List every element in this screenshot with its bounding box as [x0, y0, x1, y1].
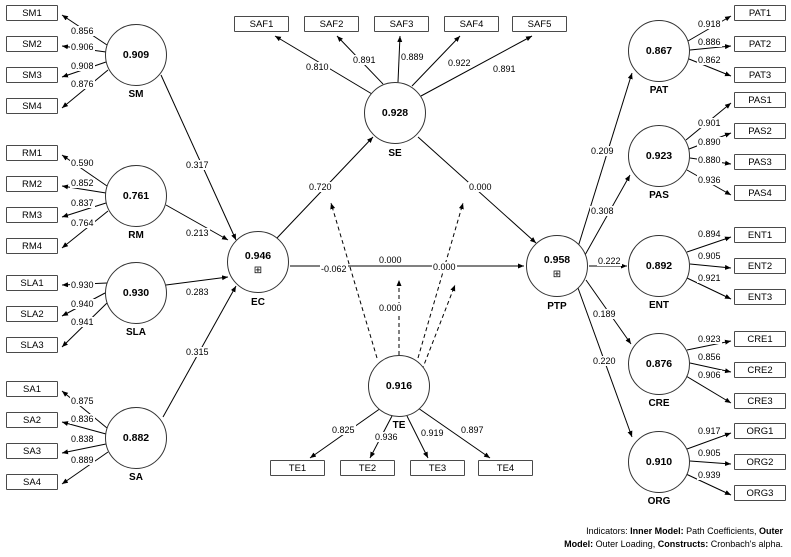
construct-sm-label: SM [128, 89, 144, 100]
path-coefficient-label: 0.222 [598, 256, 621, 266]
path-coefficient-label: 0.315 [186, 347, 209, 357]
construct-pas-label: PAS [649, 190, 669, 201]
loading-label: 0.939 [698, 470, 721, 480]
loading-label: 0.906 [698, 370, 721, 380]
path-coefficient-label: 0.209 [591, 146, 614, 156]
construct-cre [628, 333, 690, 395]
indicator-rm1: RM1 [6, 145, 58, 161]
indicator-te1: TE1 [270, 460, 325, 476]
loading-label: 0.919 [421, 428, 444, 438]
loading-label: 0.890 [698, 137, 721, 147]
indicator-ent2: ENT2 [734, 258, 786, 274]
legend-note [503, 525, 783, 551]
loading-label: 0.941 [71, 317, 94, 327]
loading-label: 0.921 [698, 273, 721, 283]
construct-pas-value: 0.923 [645, 150, 673, 162]
construct-te [368, 355, 430, 417]
indicator-sla3: SLA3 [6, 337, 58, 353]
construct-org [628, 431, 690, 493]
indicator-pas4: PAS4 [734, 185, 786, 201]
legend-line1-prefix: Indicators: [586, 526, 631, 536]
indicator-sla2: SLA2 [6, 306, 58, 322]
indicator-te3: TE3 [410, 460, 465, 476]
construct-sa-label: SA [129, 472, 143, 483]
indicator-sa3: SA3 [6, 443, 58, 459]
legend-line2-text2: Cronbach's alpha. [710, 539, 783, 549]
construct-org-value: 0.910 [645, 456, 673, 468]
loading-label: 0.856 [698, 352, 721, 362]
loading-label: 0.906 [71, 42, 94, 52]
indicator-ent1: ENT1 [734, 227, 786, 243]
construct-org-label: ORG [647, 496, 671, 507]
construct-se [364, 82, 426, 144]
indicator-saf4: SAF4 [444, 16, 499, 32]
legend-line2-bold2: Constructs: [657, 539, 711, 549]
indicator-sa2: SA2 [6, 412, 58, 428]
path-coefficient-label: -0.062 [321, 264, 347, 274]
construct-ec-label: EC [251, 297, 265, 308]
indicator-te4: TE4 [478, 460, 533, 476]
path-coefficient-label: 0.000 [433, 262, 456, 272]
construct-rm-label: RM [128, 230, 144, 241]
construct-sa [105, 407, 167, 469]
indicator-sa4: SA4 [6, 474, 58, 490]
construct-te-label: TE [392, 420, 406, 431]
path-coefficient-label: 0.213 [186, 228, 209, 238]
indicator-org3: ORG3 [734, 485, 786, 501]
loading-label: 0.852 [71, 178, 94, 188]
construct-sla-label: SLA [126, 327, 146, 338]
loading-label: 0.923 [698, 334, 721, 344]
construct-ptp [526, 235, 588, 297]
construct-rm-value: 0.761 [122, 190, 150, 202]
loading-label: 0.889 [401, 52, 424, 62]
construct-ent-label: ENT [649, 300, 669, 311]
indicator-sm2: SM2 [6, 36, 58, 52]
construct-cre-value: 0.876 [645, 358, 673, 370]
indicator-pat2: PAT2 [734, 36, 786, 52]
loading-label: 0.886 [698, 37, 721, 47]
construct-cre-label: CRE [648, 398, 670, 409]
indicator-pat3: PAT3 [734, 67, 786, 83]
loading-label: 0.837 [71, 198, 94, 208]
indicator-pas1: PAS1 [734, 92, 786, 108]
indicator-cre1: CRE1 [734, 331, 786, 347]
construct-pas [628, 125, 690, 187]
loading-label: 0.891 [353, 55, 376, 65]
loading-label: 0.875 [71, 396, 94, 406]
indicator-ent3: ENT3 [734, 289, 786, 305]
loading-label: 0.889 [71, 455, 94, 465]
path-coefficient-label: 0.308 [591, 206, 614, 216]
indicator-sm4: SM4 [6, 98, 58, 114]
loading-label: 0.876 [71, 79, 94, 89]
construct-se-label: SE [388, 148, 402, 159]
construct-se-value: 0.928 [381, 107, 409, 119]
loading-label: 0.856 [71, 26, 94, 36]
loading-label: 0.894 [698, 229, 721, 239]
indicator-pas2: PAS2 [734, 123, 786, 139]
construct-ec-value: 0.946 [244, 250, 272, 262]
construct-ec-marker: ⊞ [253, 265, 263, 276]
loading-label: 0.922 [448, 58, 471, 68]
legend-line2-bold1: Model: [564, 539, 596, 549]
legend-line1-bold1: Inner Model: [630, 526, 687, 536]
loading-label: 0.936 [698, 175, 721, 185]
indicator-te2: TE2 [340, 460, 395, 476]
indicator-saf3: SAF3 [374, 16, 429, 32]
construct-sa-value: 0.882 [122, 432, 150, 444]
loading-label: 0.901 [698, 118, 721, 128]
loading-label: 0.825 [332, 425, 355, 435]
path-coefficient-label: 0.283 [186, 287, 209, 297]
loading-label: 0.897 [461, 425, 484, 435]
construct-sm [105, 24, 167, 86]
loading-label: 0.836 [71, 414, 94, 424]
loading-label: 0.838 [71, 434, 94, 444]
construct-ec [227, 231, 289, 293]
indicator-pat1: PAT1 [734, 5, 786, 21]
indicator-sa1: SA1 [6, 381, 58, 397]
loading-label: 0.905 [698, 251, 721, 261]
construct-pat-value: 0.867 [645, 45, 673, 57]
indicator-sm1: SM1 [6, 5, 58, 21]
loading-label: 0.908 [71, 61, 94, 71]
construct-sla [105, 262, 167, 324]
legend-line1-text1: Path Coefficients, [686, 526, 759, 536]
loading-label: 0.880 [698, 155, 721, 165]
indicator-org1: ORG1 [734, 423, 786, 439]
path-coefficient-label: 0.000 [379, 303, 402, 313]
construct-ptp-marker: ⊞ [552, 269, 562, 280]
path-coefficient-label: 0.000 [379, 255, 402, 265]
indicator-sla1: SLA1 [6, 275, 58, 291]
loading-label: 0.810 [306, 62, 329, 72]
path-coefficient-label: 0.220 [593, 356, 616, 366]
construct-ent-value: 0.892 [645, 260, 673, 272]
path-coefficient-label: 0.720 [309, 182, 332, 192]
indicator-rm4: RM4 [6, 238, 58, 254]
construct-sla-value: 0.930 [122, 287, 150, 299]
loading-label: 0.905 [698, 448, 721, 458]
indicator-saf1: SAF1 [234, 16, 289, 32]
loading-label: 0.862 [698, 55, 721, 65]
loading-label: 0.940 [71, 299, 94, 309]
loading-label: 0.590 [71, 158, 94, 168]
indicator-rm3: RM3 [6, 207, 58, 223]
indicator-saf2: SAF2 [304, 16, 359, 32]
path-coefficient-label: 0.189 [593, 309, 616, 319]
loading-label: 0.891 [493, 64, 516, 74]
loading-label: 0.764 [71, 218, 94, 228]
construct-ent [628, 235, 690, 297]
indicator-org2: ORG2 [734, 454, 786, 470]
construct-rm [105, 165, 167, 227]
indicator-cre2: CRE2 [734, 362, 786, 378]
indicator-sm3: SM3 [6, 67, 58, 83]
legend-line1-bold2: Outer [758, 526, 783, 536]
path-coefficient-label: 0.317 [186, 160, 209, 170]
construct-sm-value: 0.909 [122, 49, 150, 61]
legend-line2-text1: Outer Loading, [595, 539, 658, 549]
loading-label: 0.917 [698, 426, 721, 436]
indicator-cre3: CRE3 [734, 393, 786, 409]
indicator-rm2: RM2 [6, 176, 58, 192]
loading-label: 0.918 [698, 19, 721, 29]
path-coefficient-label: 0.000 [469, 182, 492, 192]
indicator-saf5: SAF5 [512, 16, 567, 32]
construct-ptp-value: 0.958 [543, 254, 571, 266]
loading-label: 0.936 [375, 432, 398, 442]
construct-ptp-label: PTP [547, 301, 567, 312]
construct-pat [628, 20, 690, 82]
loading-label: 0.930 [71, 280, 94, 290]
construct-te-value: 0.916 [385, 380, 413, 392]
construct-pat-label: PAT [649, 85, 669, 96]
indicator-pas3: PAS3 [734, 154, 786, 170]
